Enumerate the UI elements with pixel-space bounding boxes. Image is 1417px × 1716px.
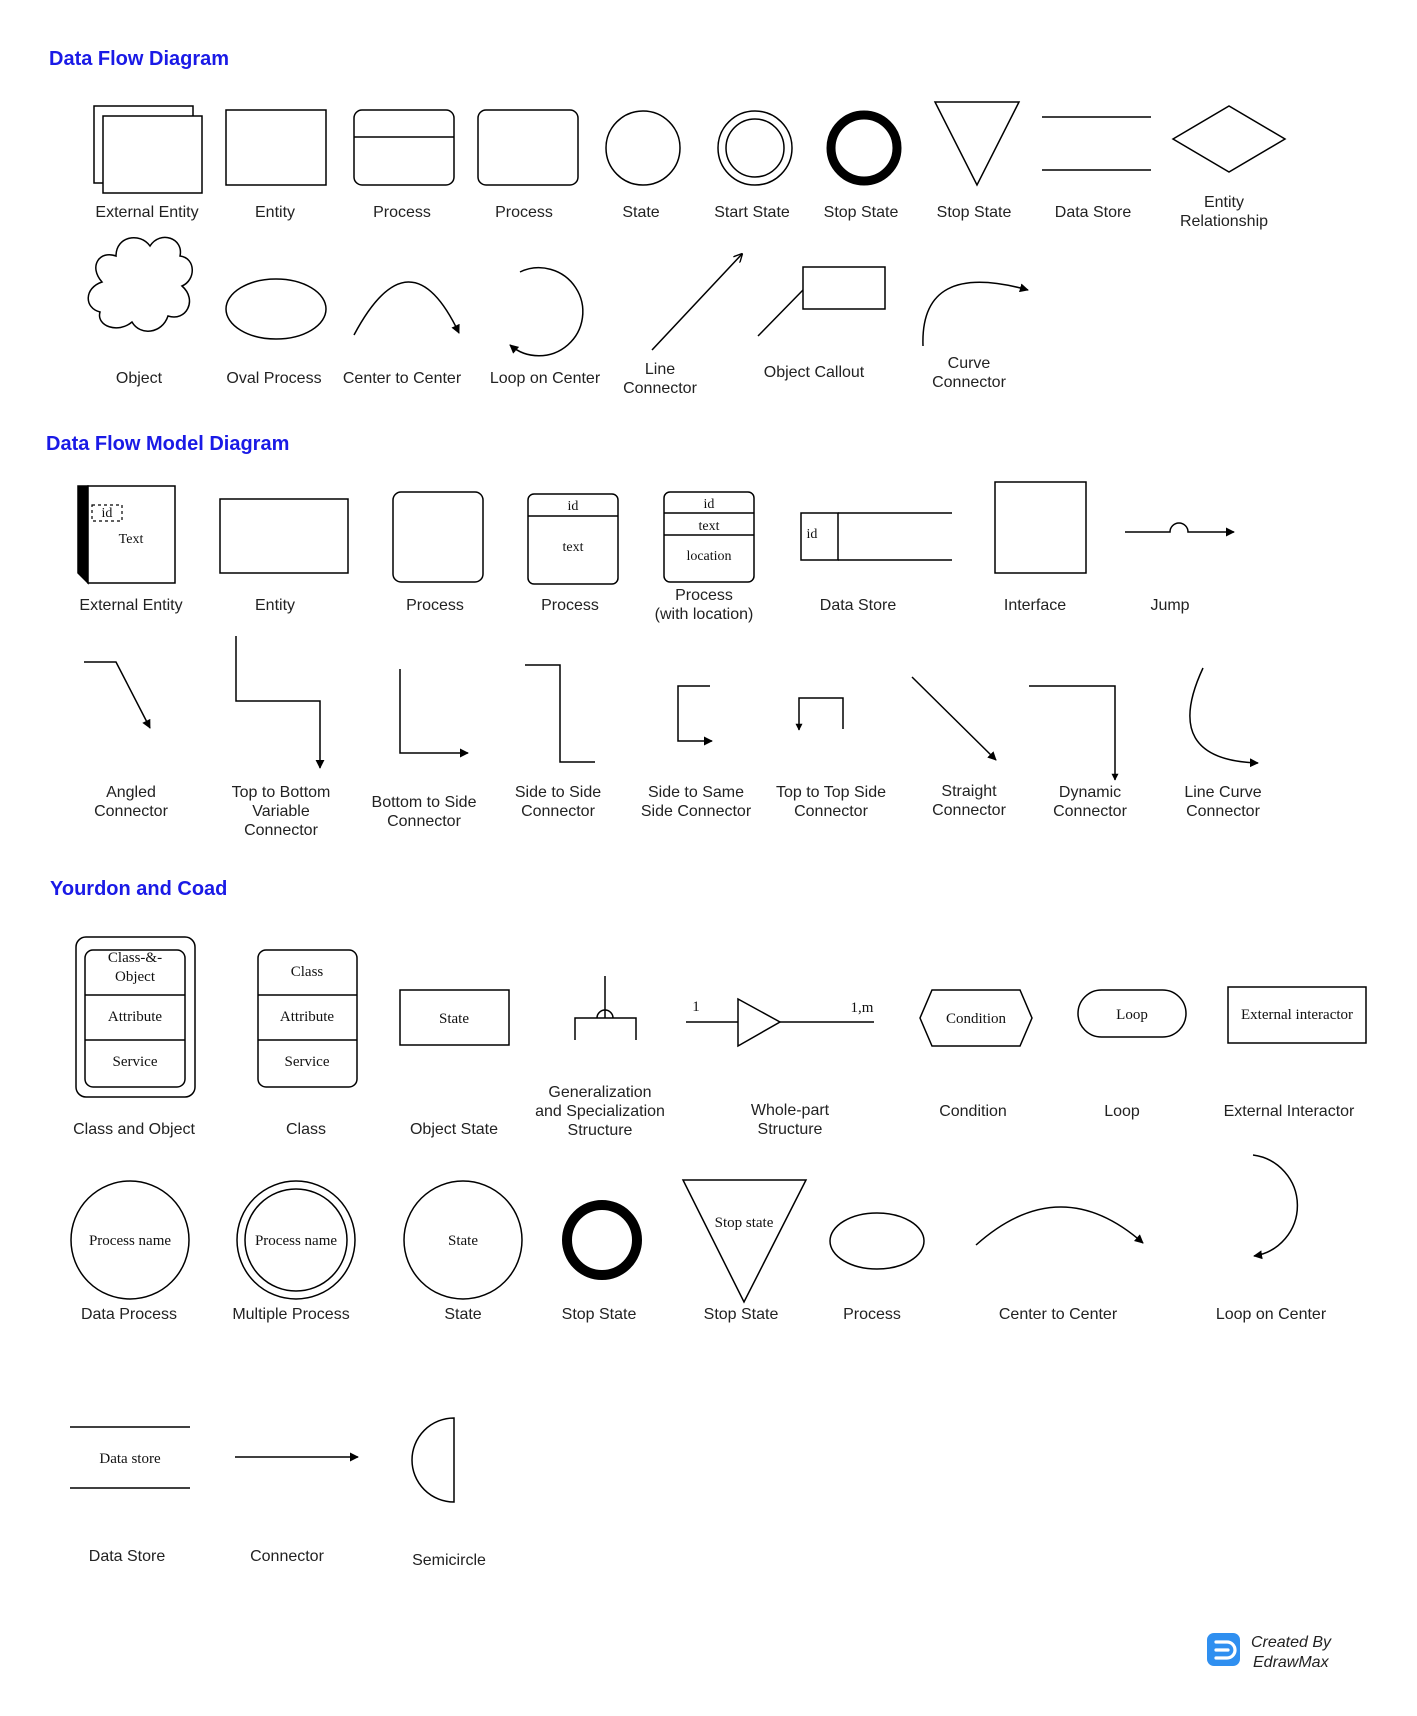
dfm-label-13-line-1: Side to Same (647, 784, 745, 801)
yc-semicircle-shape[interactable] (412, 1418, 454, 1502)
yc-label-1-line-1: Class and Object (73, 1121, 195, 1138)
shape-text-yc-loop (1116, 1007, 1148, 1023)
yc-stop-state-circle[interactable] (567, 1205, 637, 1275)
shape-text-yc-multi-process-line-1: Process name (254, 1233, 338, 1249)
dfd-label-5-line-1: State (622, 204, 660, 221)
shape-text-dfm-loc-id (704, 497, 715, 512)
shape-text-yc-wp-left-line-1: 1 (692, 999, 700, 1015)
dfm-label-4-line-1: Process (541, 597, 599, 614)
yc-label-4 (535, 1083, 665, 1140)
shape-text-dfm-ext-text-line-1: Text (118, 532, 144, 547)
dfd-object-callout-shape[interactable] (758, 267, 885, 336)
yc-stop-state-triangle[interactable] (683, 1180, 806, 1302)
shape-text-yc-stop-state (715, 1215, 774, 1231)
dfm-label-16-line-1: Dynamic (1058, 784, 1122, 801)
shape-text-yc-co-attr-line-1: Attribute (107, 1009, 163, 1025)
yc-whole-part-structure-shape[interactable] (686, 999, 874, 1046)
dfd-label-14-line-1: Loop on Center (489, 370, 601, 387)
dfd-oval-process-shape[interactable] (226, 279, 326, 339)
dfd-entity-shape[interactable] (226, 110, 326, 185)
dfm-line-curve-connector-shape[interactable] (1190, 668, 1258, 763)
yc-label-11-line-1: State (444, 1306, 482, 1323)
yc-label-9-line-1: Data Process (80, 1306, 178, 1323)
dfd-center-to-center-shape[interactable] (354, 282, 459, 335)
dfd-label-10-line-1: Entity (1203, 194, 1244, 211)
yc-label-15 (999, 1305, 1117, 1324)
dfd-label-16-line-1: Object Callout (763, 364, 865, 381)
shape-text-dfm-ext-id (102, 506, 113, 521)
dfm-label-10-line-3: Connector (244, 822, 318, 839)
yc-label-4-line-3: Structure (567, 1122, 633, 1139)
created-by-credit (1203, 1631, 1373, 1681)
yc-label-8-line-1: External Interactor (1223, 1103, 1355, 1120)
shape-text-dfm-proc-id-line-1: id (567, 499, 579, 514)
dfm-label-3 (406, 596, 464, 615)
dfm-angled-connector-shape[interactable] (84, 662, 150, 728)
dfd-label-10 (1180, 193, 1268, 231)
dfd-label-15-line-2: Connector (623, 380, 697, 397)
shape-text-dfm-loc-location-line-1: location (686, 549, 732, 564)
dfm-label-15-line-2: Connector (932, 802, 1006, 819)
dfd-label-7-line-1: Stop State (823, 204, 899, 221)
dfm-label-10 (232, 783, 331, 840)
dfm-bottom-to-side-connector-shape[interactable] (400, 669, 468, 753)
dfd-label-13-line-1: Center to Center (342, 370, 462, 387)
section-title-data-flow-model-diagram: Data Flow Model Diagram (46, 433, 290, 455)
dfd-label-9-line-1: Data Store (1054, 204, 1132, 221)
dfm-label-16-line-2: Connector (1053, 803, 1127, 820)
shape-text-yc-c-serv-line-1: Service (284, 1054, 330, 1070)
dfm-label-17-line-1: Line Curve (1184, 784, 1262, 801)
dfd-label-12 (226, 369, 321, 388)
shape-text-yc-wp-right-line-1: 1,m (850, 1000, 874, 1016)
yc-label-14 (843, 1305, 901, 1324)
yc-label-16 (1216, 1305, 1326, 1324)
shape-text-dfm-ext-text (119, 532, 144, 547)
credit-line-1: Created By (1251, 1634, 1332, 1651)
dfm-label-12-line-1: Side to Side (514, 784, 602, 801)
dfm-label-11-line-1: Bottom to Side (371, 794, 477, 811)
shape-text-yc-multi-process (255, 1233, 337, 1249)
shape-text-yc-ext (1241, 1007, 1353, 1023)
shape-text-yc-wp-right (851, 1000, 874, 1016)
dfm-label-6 (820, 596, 896, 615)
dfm-label-12 (515, 783, 601, 821)
dfd-label-11-line-1: Object (115, 370, 163, 387)
yc-label-5 (751, 1101, 829, 1139)
yc-label-3-line-1: Object State (409, 1121, 499, 1138)
dfd-label-7 (824, 203, 899, 222)
dfd-label-12-line-1: Oval Process (226, 370, 322, 387)
section-title-yourdon-and-coad: Yourdon and Coad (50, 878, 228, 900)
dfm-label-14 (776, 783, 886, 821)
dfm-label-17 (1184, 783, 1261, 821)
dfd-external-entity-shape[interactable] (94, 106, 202, 193)
shape-text-yc-c-attr (280, 1009, 334, 1025)
shape-text-yc-loop-line-1: Loop (1116, 1007, 1148, 1023)
yc-label-13 (704, 1305, 779, 1324)
dfm-label-1-line-1: External Entity (79, 597, 183, 614)
dfd-label-3-line-1: Process (373, 204, 431, 221)
dfm-label-12-line-2: Connector (521, 803, 595, 820)
shape-text-yc-state (448, 1233, 478, 1249)
dfm-interface-shape[interactable] (995, 482, 1086, 573)
dfd-label-1-line-1: External Entity (95, 204, 199, 221)
dfd-label-17-line-1: Curve (947, 355, 991, 372)
dfd-label-8 (937, 203, 1012, 222)
shape-text-dfm-proc-text (563, 540, 584, 555)
shape-text-yc-stop-state-line-1: Stop state (714, 1215, 774, 1231)
dfm-label-16 (1053, 783, 1127, 821)
dfd-label-16 (764, 363, 865, 382)
shape-text-yc-c-serv (285, 1054, 330, 1070)
shape-text-dfm-loc-id-line-1: id (703, 497, 715, 512)
dfm-label-3-line-1: Process (406, 597, 464, 614)
dfd-label-6-line-1: Start State (714, 204, 790, 221)
shape-text-dfm-store-id-line-1: id (806, 527, 818, 542)
yc-label-2-line-1: Class (285, 1121, 327, 1138)
yc-label-8 (1224, 1102, 1355, 1121)
yc-label-9 (81, 1305, 177, 1324)
shape-text-dfm-loc-text (699, 519, 720, 534)
yc-generalization-structure-shape[interactable] (575, 976, 636, 1040)
dfm-label-6-line-1: Data Store (819, 597, 897, 614)
dfd-label-2-line-1: Entity (254, 204, 296, 221)
yc-label-6 (939, 1102, 1007, 1121)
shape-text-dfm-loc-text-line-1: text (698, 519, 720, 534)
dfm-label-8-line-1: Jump (1150, 597, 1190, 614)
shape-text-yc-condition (946, 1011, 1007, 1027)
dfm-jump-shape[interactable] (1125, 523, 1234, 532)
dfd-data-store-shape[interactable] (1042, 117, 1151, 170)
dfm-label-11-line-2: Connector (387, 813, 461, 830)
dfd-start-state-shape[interactable] (718, 111, 792, 185)
dfd-process-shape-2[interactable] (478, 110, 578, 185)
dfd-label-5 (622, 203, 659, 222)
dfd-label-9 (1055, 203, 1131, 222)
dfm-entity-shape[interactable] (220, 499, 348, 573)
yc-label-1 (73, 1120, 195, 1139)
yc-label-17 (89, 1547, 165, 1566)
dfm-label-2 (255, 596, 295, 615)
dfm-side-to-side-connector-shape[interactable] (525, 665, 595, 762)
shape-text-dfm-ext-id-line-1: id (101, 506, 113, 521)
dfd-object-cloud-shape[interactable] (88, 237, 192, 331)
dfm-process-shape-1[interactable] (393, 492, 483, 582)
dfd-label-1 (95, 203, 198, 222)
yc-label-5-line-1: Whole-part (750, 1102, 830, 1119)
shape-text-yc-co-title-line-1: Class-&- (107, 950, 163, 966)
shape-text-yc-co-serv-line-1: Service (112, 1054, 158, 1070)
dfd-label-3 (373, 203, 431, 222)
dfd-label-2 (255, 203, 295, 222)
dfm-label-13-line-2: Side Connector (640, 803, 752, 820)
dfm-label-4 (541, 596, 599, 615)
shape-text-yc-c-attr-line-1: Attribute (279, 1009, 335, 1025)
yc-label-17-line-1: Data Store (88, 1548, 166, 1565)
dfm-label-1 (79, 596, 182, 615)
dfd-label-17 (932, 354, 1006, 392)
shape-text-dfm-store-id (807, 527, 818, 542)
shape-text-dfm-loc-location (686, 549, 731, 564)
shape-text-yc-co-title (108, 950, 162, 985)
yc-label-11 (444, 1305, 481, 1324)
shape-text-yc-obj-state (439, 1011, 469, 1027)
dfm-label-10-line-2: Variable (252, 803, 310, 820)
shape-text-yc-obj-state-line-1: State (439, 1011, 469, 1027)
dfm-top-to-bottom-connector-shape[interactable] (236, 636, 320, 768)
shape-text-yc-data-process-line-1: Process name (88, 1233, 172, 1249)
shape-text-dfm-proc-id (568, 499, 579, 514)
shape-text-yc-data-process (89, 1233, 171, 1249)
dfd-label-17-line-2: Connector (932, 374, 1006, 391)
yc-label-2 (286, 1120, 326, 1139)
dfm-label-7 (1004, 596, 1066, 615)
yc-process-shape[interactable] (830, 1213, 924, 1269)
dfd-stop-state-triangle[interactable] (935, 102, 1019, 185)
dfm-label-7-line-1: Interface (1003, 597, 1067, 614)
dfm-label-5-line-1: Process (675, 587, 733, 604)
dfd-label-13 (343, 369, 461, 388)
dfd-label-14 (490, 369, 600, 388)
yc-label-6-line-1: Condition (939, 1103, 1007, 1120)
dfd-line-connector-shape[interactable] (652, 254, 742, 350)
dfm-label-9-line-1: Angled (106, 784, 156, 801)
shape-text-yc-data-store (99, 1451, 161, 1467)
section-title-data-flow-diagram: Data Flow Diagram (49, 48, 230, 70)
dfd-label-4-line-1: Process (495, 204, 553, 221)
yc-label-13-line-1: Stop State (703, 1306, 779, 1323)
dfm-label-17-line-2: Connector (1186, 803, 1260, 820)
dfm-straight-connector-shape[interactable] (912, 677, 996, 760)
yc-label-19-line-1: Semicircle (412, 1552, 486, 1569)
yc-label-19 (412, 1551, 486, 1570)
dfd-label-11 (116, 369, 162, 388)
dfd-stop-state-shape[interactable] (831, 115, 897, 181)
dfd-label-15 (623, 360, 697, 398)
dfd-label-8-line-1: Stop State (936, 204, 1012, 221)
dfm-label-15-line-1: Straight (941, 783, 997, 800)
dfm-label-11 (372, 793, 477, 831)
shape-text-yc-data-store-line-1: Data store (99, 1451, 161, 1467)
yc-label-18 (250, 1547, 324, 1566)
dfm-label-14-line-2: Connector (794, 803, 868, 820)
dfm-label-5 (655, 586, 754, 624)
dfd-state-shape[interactable] (606, 111, 680, 185)
dfm-top-to-top-connector-shape[interactable] (799, 698, 843, 730)
dfm-label-8 (1150, 596, 1189, 615)
yc-label-10-line-1: Multiple Process (232, 1306, 350, 1323)
dfm-label-14-line-1: Top to Top Side (775, 784, 887, 801)
yc-label-4-line-1: Generalization (548, 1084, 652, 1101)
dfm-label-13 (641, 783, 751, 821)
shape-text-yc-c-title-line-1: Class (290, 964, 324, 980)
yc-label-16-line-1: Loop on Center (1215, 1306, 1327, 1323)
yc-label-15-line-1: Center to Center (998, 1306, 1118, 1323)
yc-label-3 (410, 1120, 498, 1139)
dfm-data-store-shape[interactable] (801, 513, 952, 560)
yc-label-12-line-1: Stop State (561, 1306, 637, 1323)
dfd-entity-relationship-shape[interactable] (1173, 106, 1285, 172)
dfd-process-shape-1[interactable] (354, 110, 454, 185)
shape-text-yc-condition-line-1: Condition (945, 1011, 1007, 1027)
dfm-label-10-line-1: Top to Bottom (231, 784, 331, 801)
yc-label-18-line-1: Connector (250, 1548, 324, 1565)
shape-text-yc-c-title (291, 964, 324, 980)
shape-text-yc-state-line-1: State (448, 1233, 478, 1249)
shape-text-yc-wp-left (692, 999, 700, 1015)
yc-label-12 (562, 1305, 637, 1324)
dfd-label-4 (495, 203, 553, 222)
dfd-loop-on-center-shape[interactable] (510, 268, 583, 356)
yc-label-4-line-2: and Specialization (535, 1103, 665, 1120)
yc-label-14-line-1: Process (843, 1306, 901, 1323)
dfd-label-6 (714, 203, 790, 222)
shape-text-dfm-proc-text-line-1: text (562, 540, 584, 555)
dfd-label-15-line-1: Line (644, 361, 676, 378)
yc-label-5-line-2: Structure (757, 1121, 823, 1138)
dfm-side-to-same-side-connector-shape[interactable] (678, 686, 712, 741)
dfm-label-5-line-2: (with location) (654, 606, 754, 623)
shape-text-yc-co-title-line-2: Object (115, 969, 155, 985)
dfm-label-15 (932, 782, 1006, 820)
dfd-label-10-line-2: Relationship (1179, 213, 1269, 230)
shape-text-yc-ext-line-1: External interactor (1240, 1007, 1354, 1023)
dfm-dynamic-connector-shape[interactable] (1029, 686, 1115, 780)
credit-line-2: EdrawMax (1253, 1654, 1329, 1671)
dfm-label-9-line-2: Connector (94, 803, 168, 820)
shape-text-yc-co-attr (108, 1009, 162, 1025)
yc-label-7-line-1: Loop (1104, 1103, 1140, 1120)
yc-loop-on-center-shape[interactable] (1253, 1155, 1297, 1256)
yc-label-10 (232, 1305, 349, 1324)
yc-label-7 (1104, 1102, 1140, 1121)
dfd-curve-connector-shape[interactable] (923, 282, 1028, 346)
shape-text-yc-co-serv (113, 1054, 158, 1070)
dfm-label-2-line-1: Entity (254, 597, 296, 614)
yc-center-to-center-shape[interactable] (976, 1207, 1143, 1245)
dfm-label-9 (94, 783, 168, 821)
